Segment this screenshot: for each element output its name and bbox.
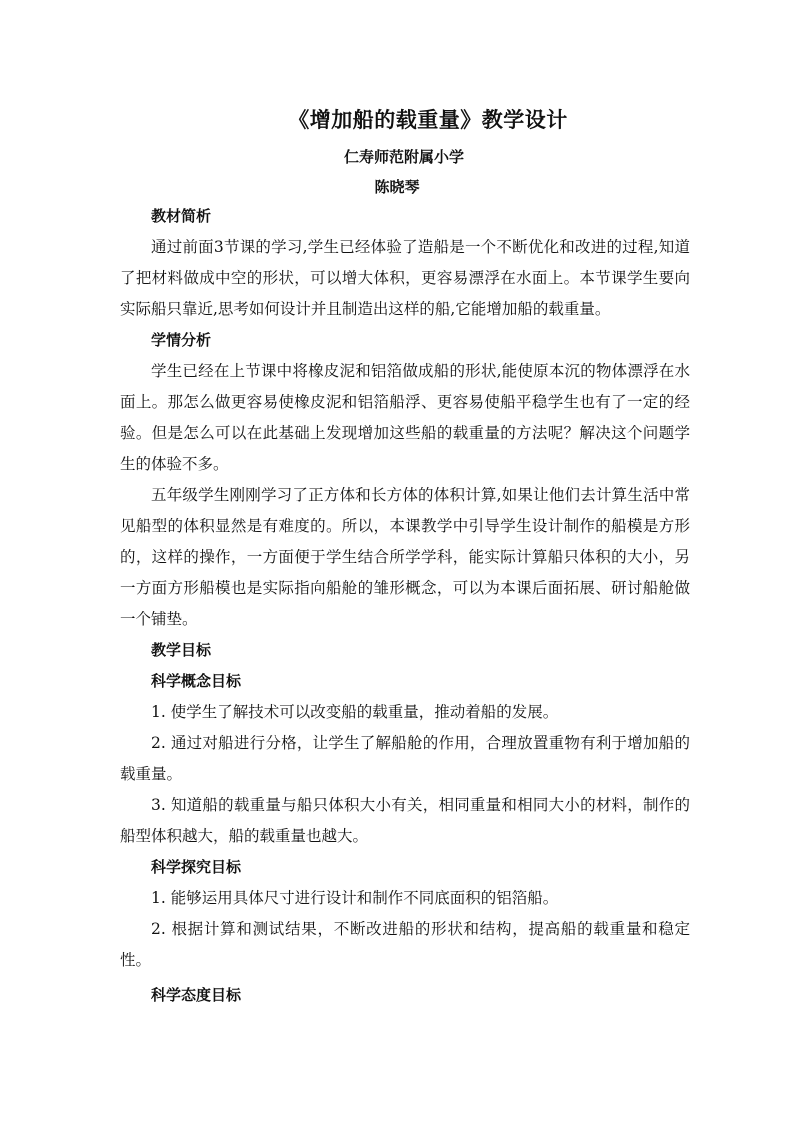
school-name: 仁寿师范附属小学 bbox=[343, 148, 464, 166]
inquiry-goal-2: 2. 根据计算和测试结果，不断改进船的形状和结构，提高船的载重量和稳定性。 bbox=[120, 920, 690, 969]
paragraph-textbook: 通过前面3节课的学习,学生已经体验了造船是一个不断优化和改进的过程,知道了把材料做成中空的形状，可以增大体积，更容易漂浮在水面上。本节课学生要向实际船只靠近,思考如何设计并且制造出这样的船,它能增加船的载重量。 bbox=[120, 238, 690, 318]
concept-goal-1: 1. 使学生了解技术可以改变船的载重量，推动着船的发展。 bbox=[151, 703, 559, 721]
document-body bbox=[120, 201, 690, 1011]
concept-goal-2: 2. 通过对船进行分格，让学生了解船舱的作用，合理放置重物有利于增加船的载重量。 bbox=[120, 734, 690, 783]
inquiry-goal-1: 1. 能够运用具体尺寸进行设计和制作不同底面积的铝箔船。 bbox=[151, 889, 559, 907]
subheading-attitude-goals: 科学态度目标 bbox=[151, 986, 242, 1004]
subheading-concept-goals: 科学概念目标 bbox=[151, 672, 242, 690]
paragraph-students-2: 五年级学生刚刚学习了正方体和长方体的体积计算,如果让他们去计算生活中常见船型的体积显然是有难度的。所以，本课教学中引导学生设计制作的船模是方形的，这样的操作，一方面便于学生结合所学学科，能实际计算船只体积的大小，另一方面方形船模也是实际指向船舱的雏形概念，可以为本课后面拓展、研讨船舱做一个铺垫。 bbox=[120, 486, 690, 628]
subheading-inquiry-goals: 科学探究目标 bbox=[151, 858, 242, 876]
paragraph-students-1: 学生已经在上节课中将橡皮泥和铝箔做成船的形状,能使原本沉的物体漂浮在水面上。那怎么做更容易使橡皮泥和铝箔船浮、更容易使船平稳学生也有了一定的经验。但是怎么可以在此基础上发现增加这些船的载重量的方法呢？解决这个问题学生的体验不多。 bbox=[120, 362, 690, 473]
document-title: 《增加船的载重量》教学设计 bbox=[288, 107, 568, 132]
author-name: 陈晓琴 bbox=[374, 178, 420, 196]
section-heading-students: 学情分析 bbox=[151, 331, 212, 349]
section-heading-goals: 教学目标 bbox=[151, 641, 212, 659]
concept-goal-3: 3. 知道船的载重量与船只体积大小有关，相同重量和相同大小的材料，制作的船型体积越大，船的载重量也越大。 bbox=[120, 796, 690, 845]
section-heading-textbook: 教材简析 bbox=[151, 207, 212, 225]
